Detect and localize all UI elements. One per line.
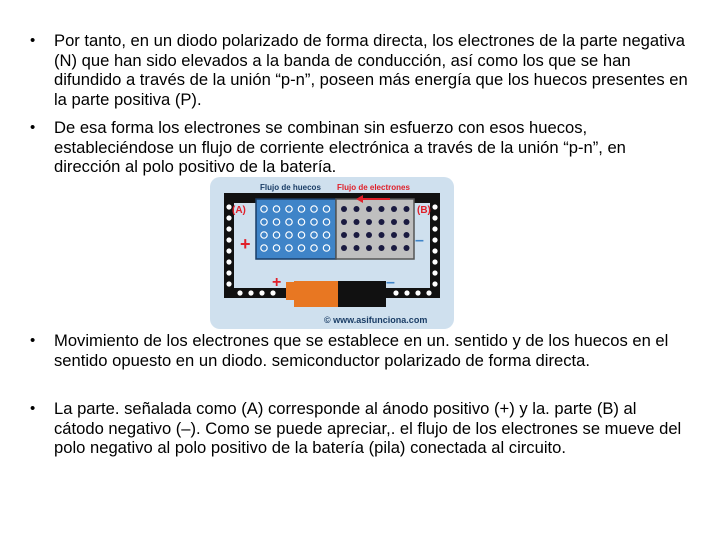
minus-sign-block: –: [415, 232, 424, 249]
wire-bead: [432, 259, 437, 264]
wire-bead: [226, 237, 231, 242]
battery-plus-sign: +: [272, 274, 282, 291]
bullet-marker: •: [30, 332, 36, 349]
wire-bead: [432, 270, 437, 275]
wire-bead: [393, 290, 398, 295]
wire-bead: [226, 259, 231, 264]
wire-bead: [226, 215, 231, 220]
electron: [341, 232, 347, 238]
electron: [341, 219, 347, 225]
diode-diagram: [210, 177, 454, 329]
wire-bead: [226, 204, 231, 209]
wire-bead: [259, 290, 264, 295]
wire-bead: [415, 290, 420, 295]
electron: [379, 206, 385, 212]
wire-bead: [432, 215, 437, 220]
electron: [391, 245, 397, 251]
wire-bead: [432, 281, 437, 286]
electron-flow-label: Flujo de electrones: [337, 183, 410, 192]
electron: [366, 219, 372, 225]
wire-bead: [237, 290, 242, 295]
plus-sign-block: +: [240, 234, 251, 254]
electron: [391, 219, 397, 225]
bullet-marker: •: [30, 32, 36, 49]
battery-negative: [338, 281, 386, 307]
electron: [366, 245, 372, 251]
electron: [366, 206, 372, 212]
diode-diagram-svg: [210, 177, 454, 329]
wire-bead: [404, 290, 409, 295]
bullet-text: Por tanto, en un diodo polarizado de forma directa, los electrones de la parte negativa (N) que han sido elevados a la banda de conducción, así como los que se han difundido a través de la unión “p-n”, poseen más energía que los huecos presentes en la parte positiva (P).: [54, 31, 688, 109]
hole-flow-label: Flujo de huecos: [260, 183, 321, 192]
electron: [354, 206, 360, 212]
bullet-text: De esa forma los electrones se combinan sin esfuerzo con esos huecos, estableciéndose un flujo de corriente electrónica a través de la unión “p-n”, en dirección al polo positivo de la batería.: [54, 118, 626, 176]
electron: [354, 245, 360, 251]
electron: [379, 232, 385, 238]
electron: [404, 206, 410, 212]
electron: [379, 245, 385, 251]
electron: [404, 245, 410, 251]
wire-bead: [432, 226, 437, 231]
wire-bead: [226, 248, 231, 253]
electron: [341, 206, 347, 212]
electron: [354, 232, 360, 238]
bullet-marker: •: [30, 119, 36, 136]
electron: [404, 232, 410, 238]
battery-minus-sign: –: [386, 274, 395, 291]
wire-bead: [226, 270, 231, 275]
battery-positive: [294, 281, 338, 307]
bullet-marker: •: [30, 400, 36, 417]
wire-bead: [426, 290, 431, 295]
bullet-text: Movimiento de los electrones que se establece en un. sentido y de los huecos en el sentido opuesto en un diodo. semiconductor polarizado de forma directa.: [54, 331, 669, 370]
electron: [354, 219, 360, 225]
watermark: © www.asifunciona.com: [324, 315, 428, 325]
bullet-text: La parte. señalada como (A) corresponde al ánodo positivo (+) y la. parte (B) al cátodo negativo (–). Como se puede apreciar,. el flujo de los electrones se mueve del polo negativo al polo positivo de la batería (pila) conectada al circuito.: [54, 399, 682, 457]
electron: [391, 232, 397, 238]
electron: [391, 206, 397, 212]
wire-bead: [226, 281, 231, 286]
wire-bead: [432, 248, 437, 253]
wire-bead: [432, 204, 437, 209]
electron: [341, 245, 347, 251]
electron: [379, 219, 385, 225]
wire-bead: [248, 290, 253, 295]
wire-bead: [226, 226, 231, 231]
label-a: (A): [232, 205, 246, 216]
wire-bead: [270, 290, 275, 295]
electron: [366, 232, 372, 238]
wire-bead: [432, 237, 437, 242]
electron: [404, 219, 410, 225]
label-b: (B): [417, 205, 431, 216]
n-region: [336, 199, 414, 259]
